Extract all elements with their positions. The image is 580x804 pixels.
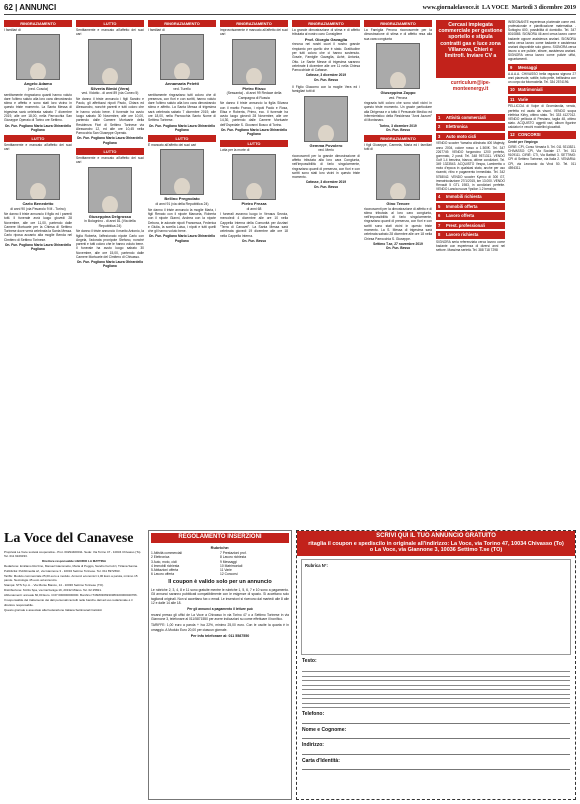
classified-section: 12 CONCORSI xyxy=(508,131,576,138)
intro-text: Sentitamente e mancato all'affetto dei suoi cari xyxy=(76,28,144,37)
classified-ads-text: CIRIE: CPI, Corso Venaria 5. Tel. 011 9213521. CHIVASSO: CPI, Via Sociale 17. Tel. 011 9109111. CIRIÈ: CTI, Via Battisti 3. SETTIMO: CPI di Settimo Torinese, via Italia 2. VENARIA: CPI, via Leonardo da Vinci 50. Tel. 011 4594311. xyxy=(508,144,576,170)
rubric-item: 9 Messaggi xyxy=(220,559,237,564)
imprint-text: Abbonamenti: annuale 60,00 Euro. CCP 000000000000. Bonifico IT46M0306930380100000040766. xyxy=(4,593,138,598)
coupon-rule-heading: Il coupon è valido solo per un annuncio xyxy=(168,578,272,585)
intro-text: Lotta per la morte di xyxy=(220,147,250,152)
funeral-home: On. Fun. Pogliano Mario Laura Ghirardello Pogliano xyxy=(148,234,216,243)
deceased-detail: di anni 91 (via della Repubblica 24) xyxy=(155,202,209,207)
rubric-item: 5 Abitazioni offerta xyxy=(151,568,179,573)
coupon-address-2: o La Voce, via Giannone 3, 10036 Settimo T.se (TO) xyxy=(369,547,503,554)
portrait-photo xyxy=(304,96,348,142)
intro-text: La grande dimostrazione di stima e di affetto tributata al nostro caro Consigliere xyxy=(292,28,360,37)
imprint-text: Tariffe: Modulo commerciale 25,00 euro a modulo. Annunci economici 1,00 Euro a parola, minimo 15 parole. Necrologie 45 euro ad annuncio. xyxy=(4,574,138,583)
deceased-name: Bellino Pregnolato xyxy=(164,196,200,202)
deceased-detail: ved. Turello xyxy=(173,87,191,92)
portrait-photo xyxy=(160,34,204,80)
classified-section: 9 Messaggi xyxy=(508,64,576,71)
ad-text-label: Testo: xyxy=(302,658,317,665)
portrait-photo xyxy=(232,39,276,85)
classified-ads-text: VENDO scooter Yamaha cilindrata 400 Majesty, anno 2004, colore rosso a 1.500€. Tel. 347 2267749. VENDO furgoncino 1200 perfetto, gommato, 2 posti. Tel. 348 9571311. VENDO Golf 1.4 benzina, bianca, ottime condizioni. Tel. 349 1323543. ACQUISTO Vespa, Lambretta o moto d'epoca in qualsiasi stato, anche per uso ricambi, ritiro e pagamento immediato. Tel. 342 5758042. VENDO scooter Kymco di 300 GT, immatricolazione 27/1/2015, km 13.000. VENDO Renault 5 GTL 1983, in condizioni perfette. VENDO Lancia nuova Ypsilon 1.2 benzina. xyxy=(436,141,505,192)
intro-text: I familiari di xyxy=(4,28,21,33)
deceased-name: Gemma Povolero xyxy=(309,142,343,148)
portrait-photo xyxy=(88,167,132,213)
portrait-photo xyxy=(16,154,60,200)
coupon-title: SCRIVI QUI IL TUO ANNUNCIO GRATUITO xyxy=(376,533,496,539)
deceased-name: Carlo Benedetto xyxy=(22,200,54,206)
free-ad-coupon[interactable] xyxy=(296,530,576,800)
classified-ads-text: PELLICCIA di Volpe di Groenlandia, vendo, perfetta ed usata da visoni. VENDO scopa elettrica Kirby, ottimo stato. Tel. 333 4127012. VENDO pelliccia di Persiano, taglia 48, ottimo stato. ACQUISTO oggetti vari, album figurine calciatori e vecchi modellini giocattoli. xyxy=(508,104,576,130)
notice-text: Ne danno il triste annuncio la figlia Silvana con il marito Franco, i nipoti Paolo e Rosa, Elisa e Roberta, Primo, ecc. Il funerale ha avuto luogo giovedì 28 Novembre, alle ore 14,30, partendo dalle Camere Mortuarie dell'Ospedale S. Giovanni Bosco di Torino. xyxy=(220,101,288,127)
classified-section: 4 Immobili richiesta xyxy=(436,193,505,200)
rules-text: Le rubriche 2, 3, 4, 8 e 11 sono gratuite mentre le rubriche 1, 5, 6, 7 e 10 sono a pagamento. Gli annunci saranno pubblicati compatibilmente con le esigenze di spazio. Si accettano solo tagliandi originali. Non si accettano fax o email. Le inserzioni si ricevono dal martedì alle 8 alle 12 e dalle 14 alle 18. xyxy=(151,587,289,606)
notice-date: Cafasse, 3 dicembre 2019 xyxy=(305,73,347,78)
deceased-name: Angelo Adamo xyxy=(23,81,53,87)
deceased-name: Giuseppina Delgrosso xyxy=(88,213,132,219)
notice-text: sentitamente ringraziano quanti hanno voluto dare l'ultimo saluto alla loro cara dimostrando stima e affetto e sono stati loro vicino in questo triste momento. La Santa Messa di trigesima sarà celebrata sabato 7 dicembre 2019, alle ore 18,00, nella Parrocchia San Giuseppe Operaio di Torino ore Settimo. xyxy=(4,92,72,123)
funeral-home: On. Fun. Besso xyxy=(385,246,411,251)
intro-text: È mancato all'affetto dei suoi cari xyxy=(148,143,197,148)
notice-text: riconoscenti per la grande dimostrazione di affetto tributata alla loro cara Congiunta, nell'impossibilità di farlo singolarmente, ringraziano quanti di presenza, con fiori e con scritti sono stati loro vicini in questo triste momento. xyxy=(292,153,360,180)
job-ad-box: Cercasi impiegata commerciale per gestione sportello e stipula contratti gas e luce zona Villanova, Chieri e limitrofi. Inviare CV a xyxy=(436,20,505,78)
notice-date: Torino, 3 dicembre 2019 xyxy=(379,123,417,128)
imprint-block xyxy=(4,550,144,800)
intro-text: Sentitamente e mancato all'affetto dei suoi cari xyxy=(4,143,72,152)
deceased-name: Giuseppina Zoppo xyxy=(380,89,416,95)
notice-text: ringrazia tutti coloro che sono stati vicini in questo triste momento. Un grazie particolare alla Dirigenza e a tutto il Personale Medico ed Infermieristico della Residenza "Anni Azzurri" di Montanaro. xyxy=(364,101,432,123)
classified-section: 1 Attività commerciali xyxy=(436,114,505,121)
id-card-field[interactable]: Carta d'Identità: xyxy=(302,758,570,771)
deceased-name: Annamaria Peletti xyxy=(165,81,199,87)
intro-text: Sentitamente e mancato all'affetto dei suoi cari xyxy=(76,156,144,165)
deceased-name: Pietro Risso xyxy=(242,85,266,91)
portrait-photo xyxy=(376,43,420,89)
deceased-name: Pietro Frezza xyxy=(241,200,267,206)
obituary-column-2 xyxy=(76,20,144,528)
rubric-item: 12 Concorsi xyxy=(220,572,238,577)
funeral-home: On. Fun. Pogliano Mario Laura Ghirardello Pogliano xyxy=(76,136,144,145)
notice-date: Settimo T.se, 27 novembre 2019 xyxy=(373,241,423,246)
imprint-text: Questo giornale è associato alla Federazione Italiana Settimanali Cattolici xyxy=(4,607,102,612)
rubric-item: 1 Attività commerciali xyxy=(151,550,182,555)
intro-text: Improvvisamente è mancato all'affetto dei suoi cari xyxy=(220,28,288,37)
rules-title: REGOLAMENTO INSERZIONI xyxy=(151,533,289,543)
funeral-home: On. Fun. Besso xyxy=(385,127,411,132)
rubric-item: 4 Immobili richiesta xyxy=(151,563,180,568)
intro-text: I familiari di xyxy=(148,28,165,33)
intro-text: I figli Giuseppe, Carmela, Maria ed i familiari tutti di xyxy=(364,143,432,152)
phone-field[interactable]: Telefono: xyxy=(302,711,570,724)
funeral-home: On. Fun. Pogliano Mario Laura Ghirardello Pogliano xyxy=(4,242,72,252)
funeral-home: On. Fun. Pogliano Mario Laura Ghirardello Pogliano xyxy=(148,123,216,132)
classified-section: 3 Auto moto cicli xyxy=(436,133,505,140)
site-url[interactable]: www.giornalelavoce.it xyxy=(422,5,479,12)
job-ad-email[interactable]: curriculum@ipe-monteenergy.it xyxy=(450,80,491,92)
section-header: RINGRAZIAMENTO xyxy=(292,20,360,27)
info-phone: Per info telefonare al: 011 5587550 xyxy=(190,633,250,638)
classifieds-column-left xyxy=(436,112,505,528)
newspaper-logo: La Voce del Canavese xyxy=(4,531,134,546)
deceased-detail: (Sessanta) - di anni 99 Redace della Campagna di Russia xyxy=(226,91,282,100)
section-header: RINGRAZIAMENTO xyxy=(364,20,432,27)
rubric-item: 11 Varie xyxy=(220,568,232,573)
portrait-photo xyxy=(88,39,132,85)
deceased-detail: (ved. Coscia) xyxy=(28,87,48,92)
intro-text: Il Figlio Giacomo con la moglie Vera ed i famigliari tutti di xyxy=(292,84,360,94)
notice-text: Ne danno il triste annuncio il marito Antonio, la figlia Roberta, l'affezionato nipote Carlo con Angela, l'adorata pronipote Stefano, nonché parenti e tutti coloro che le hanno voluto bene. Il funerale ha avuto luogo sabato 30 Novembre, alle ore 15,00, partendo dalle Camere Mortuarie del Cimitero di Chivasso. xyxy=(76,229,144,259)
section-header: RINGRAZIAMENTO xyxy=(364,135,432,142)
classified-section: 6 Lavoro offerta xyxy=(436,212,505,219)
section-header: RINGRAZIAMENTO xyxy=(4,20,72,27)
classified-section: 11 Varie xyxy=(508,96,576,103)
issue-date: Martedì 3 dicembre 2019 xyxy=(511,5,576,12)
rubrics-heading: Rubriche: xyxy=(210,544,230,550)
rubric-item: 8 Lavoro richiesta xyxy=(220,555,247,560)
obituary-column-1 xyxy=(4,20,72,528)
funeral-home: On. Fun. Pogliano Mario Laura Ghirardello Pogliano xyxy=(76,260,144,269)
classified-section: 7 Prest. professionali xyxy=(436,222,505,229)
notice-text: Ne danno il triste annuncio i figli Sandro e Paolo, gli affettuosi nipoti Paolo, Chiara ed Alessandro, nonché parenti e tutti coloro che le hanno voluto bene. Il funerale ha avuto luogo sabato 30 Novembre, alle ore 10,00, partendo dalle Camere Mortuarie della Residenza Fiori di Settimo Torinese via Alessandro 12, ed alle ore 10,45 nella Parrocchia San Giuseppe Operaio. xyxy=(76,96,144,136)
deceased-detail: di anni 68 xyxy=(246,206,262,211)
rubric-item: 6 Lavoro offerta xyxy=(151,572,175,577)
classified-section: 5 Immobili offerta xyxy=(436,203,505,210)
editor-in-chief: Direttore responsabile LIBORIO LA MATTINA xyxy=(41,559,106,564)
ad-rules-box xyxy=(148,530,292,800)
obituary-column-6 xyxy=(364,20,432,528)
section-header: LUTTO xyxy=(220,140,288,147)
deceased-detail: ved. Perona xyxy=(388,95,408,100)
ad-text-lines[interactable] xyxy=(302,668,570,709)
classified-section: 2 Elettronica xyxy=(436,123,505,130)
page-number-section: 62 | ANNUNCI xyxy=(4,2,57,12)
deceased-detail: di anni 90 (via Pavarolo 9 M - Torino) xyxy=(10,206,66,211)
obituary-column-4 xyxy=(220,20,288,528)
notice-text: rinnova nei nostri cuori il nostro grande rimpianto per quello che è stato. Gratitudine per tutti coloro che ci hanno sostenuto. Grazie, Famiglie Gavaglia, Achè, Antonia, Otto. Le Sante Messe di trigesima saranno celebrate il dicembre alle ore 11 nella Chiesa Parrocchiale di Cafasse. xyxy=(292,42,360,73)
obituary-column-3 xyxy=(148,20,216,528)
deceased-detail: in Bolognino - di anni 81 (Via della Repubblica 24) xyxy=(84,219,136,228)
rubrics-list xyxy=(151,551,289,577)
classified-ads-text: A.A.A.A. CHIVASSO bella ragazza signora 27 anni piacevole, sottile, tutto pelle, bellissima con un corpo da fotomodella. Tel. 334 2574196. xyxy=(508,72,576,85)
funeral-home: On. Fun. Pogliano Mario Laura Ghirardello Pogliano xyxy=(220,127,288,137)
imprint-text: Proprietà La Voce società cooperativa - Prot. 00294400011. Sede: Via Torino 47 - 10034 Chivasso (To). Tel. 011 9109333. xyxy=(4,550,142,559)
notice-text: Ne danno il triste annuncio il figlio ed i parenti tutti. Il funerale avrà luogo giovedì 28 Novembre, alle ore 11,00, partendo dalle Camere Mortuarie per la Chiesa di Settimo Torinese dove verrà celebrata la Santa Messa. Carlo riposa accanto alla moglie Benda nel Cimitero di Settimo Torinese. xyxy=(4,211,72,242)
imprint-text: Distribuzione: M-Dis Spa, via Cazzaniga 19, 20132 Milano. Tel. 02 25821. xyxy=(4,588,102,593)
deceased-name: Silveria Bimbi (Vera) xyxy=(90,85,130,91)
section-header: LUTTO xyxy=(4,135,72,142)
name-field[interactable]: Nome e Cognome: xyxy=(302,727,570,740)
funeral-home: On. Fun. Besso xyxy=(313,184,339,189)
rubric-number-label: Rubrica N°: xyxy=(305,563,328,569)
notice-text: I funerali avranno luogo in Venaus Sevoia, mercoledì 4 dicembre alle ore 10 nella Cappella Interna della Comunità per Anziani "Terra di Canavei". La Santa Messa sarà celebrata giovedì 19 dicembre alle ore 18 nella Cappella Interna. xyxy=(220,212,288,238)
coupon-header xyxy=(297,531,575,556)
imprint-text: Redazione: Emiliano Rozzino, Manuel Giacometto, Maria di Poggio, Sandro Ferruzzi, Tiziana Sanna. xyxy=(4,564,138,569)
rubric-item: 10 Matrimoniali xyxy=(220,563,243,568)
rubric-item: 7 Prestazioni prof. xyxy=(220,550,247,555)
portrait-photo xyxy=(232,154,276,200)
rubric-number-box[interactable] xyxy=(301,559,571,655)
notice-text: sentitamente ringraziano tutti coloro che di presenza, con fiori e con scritti, hanno voluto dare l'ultimo saluto alla loro cara dimostrando stima e affetto. La Santa Messa di trigesima sarà celebrata sabato 7 dicembre 2019, alle ore 18,00, nella Parrocchia Santo Nome di Settimo Torinese. xyxy=(148,92,216,123)
employment-centers-heading: Centri per l'impiego xyxy=(508,139,538,144)
page-header xyxy=(4,3,576,15)
deceased-name: Prof. Giorgio Gavaglia xyxy=(304,36,348,42)
rubric-item: 3 Auto, moto, cicli xyxy=(151,559,177,564)
notice-date: Cafasse, 3 dicembre 2019 xyxy=(305,180,347,185)
imprint-text: Il responsabile del trattamento dei dati personali raccolti nelle banche dati ad uso redazionale è il direttore responsabile. xyxy=(4,598,133,607)
funeral-home: On. Fun. Besso xyxy=(313,77,339,82)
portrait-photo xyxy=(160,149,204,195)
deceased-detail: ved. Merlo xyxy=(318,148,334,153)
classified-ads-text: INSEGNANTE esperienza plurienale come ved. professionale e pianificazione matematica - Sottogiro 600, possibilità di domicilio. Tel. 347 8010865. SIGNORA 46 anni cerca lavoro come badante oppure assistenza anziani. SIGNORA seria cerca lavoro come badante e assistenza anziani disponibile solo giorno. SIGNORA cerca lavoro a ore pulizie, stirare, assistenza anziani. SIGNORA cerca lavoro come pulizie uffici, appartamenti. xyxy=(508,20,576,62)
classifieds-column-right xyxy=(508,20,576,528)
rules-text: recarsi presso gli uffici de La Voce a Chivasso in via Torino 47 o a Settimo Torinese in via Giannone 3, telefonare al 011/5871550 per avere indicazioni su come effettuare il bonifico. xyxy=(151,613,289,622)
deceased-name: Gino Tenore xyxy=(386,200,410,206)
classified-section: 10 Matrimoniali xyxy=(508,86,576,93)
portrait-photo xyxy=(376,154,420,200)
section-header: LUTTO xyxy=(148,135,216,142)
portrait-photo xyxy=(16,34,60,80)
funeral-home: On. Fun. Pogliano Mario Laura Ghirardello Pogliano xyxy=(4,123,72,132)
rubric-item: 2 Elettronica xyxy=(151,555,170,560)
deceased-detail: ved. Vidotto - di anni 89 (via Cuneo 5) xyxy=(81,91,139,96)
rules-text: TARIFFE: 1,00 euro a parola + Iva 22%, minimo 25,00 euro. Con le uscite la quarta è in omaggio. A Modulo Euro 20,00 per ciascun giornale. xyxy=(151,623,289,632)
obituary-column-5 xyxy=(292,20,360,528)
classified-section: 8 Lavoro richiesta xyxy=(436,231,505,238)
section-header: RINGRAZIAMENTO xyxy=(220,20,288,27)
notice-text: riconoscenti per la dimostrazione di affetto e di stima tributata al loro caro congiunto, nell'impossibilità di farlo singolarmente, ringraziano quanti di presenza, con fiori e con scritti sono stati vicini in questo triste momento. La S. Messa di trigesima sarà celebrata sabato 28 dicembre alle ore 18 nella Chiesa Parrocchia S. Giuseppe. xyxy=(364,206,432,241)
classified-ads-text: SIGNORA seria referenziata cerca lavoro come badante con esperienza di diversi anni nel settore. Massima serietà. Tel. 388 718 7298 xyxy=(436,239,505,252)
header-right xyxy=(423,5,576,13)
intro-text: La Famiglia Perona riconoscente per la dimostrazione di stima e di affetto resa alla sua cara congiunta xyxy=(364,28,432,41)
rules-subheading: Per gli annunci a pagamento il letture può xyxy=(187,607,253,612)
section-header: LUTTO xyxy=(76,148,144,155)
coupon-address-1: ritaglia il coupon e spediscilo in originale all'indirizzo: La Voce, via Torino 47, 10034 Chivasso (To) xyxy=(308,540,564,547)
section-header: RINGRAZIAMENTO xyxy=(148,20,216,27)
paper-name: LA VOCE xyxy=(482,5,509,12)
notice-text: Ne danno il triste annuncio la moglie Maria, i figli Renato con il nipote Manuela, Roberta con il nipote Gianni, Andrea con la nipote Debora, le adorate nipoti Francesca, Federica e Giulia, la sorella Luisa, i nipoti e tutti quelli che gli hanno voluto bene. xyxy=(148,207,216,234)
funeral-home: On. Fun. Besso xyxy=(241,238,267,243)
imprint-text: Pubblicità: Pubblimedia srl, via Giannone 3 - 10034 Settimo Torinese. Tel. 011 8972693. xyxy=(4,569,121,574)
address-field[interactable]: Indirizzo: xyxy=(302,742,570,755)
imprint-text: Stampa: STS S.p.A. - Via Monte Bianco, 14 - 10036 Settimo Torinese (TO). xyxy=(4,583,104,588)
section-header: LUTTO xyxy=(76,20,144,27)
